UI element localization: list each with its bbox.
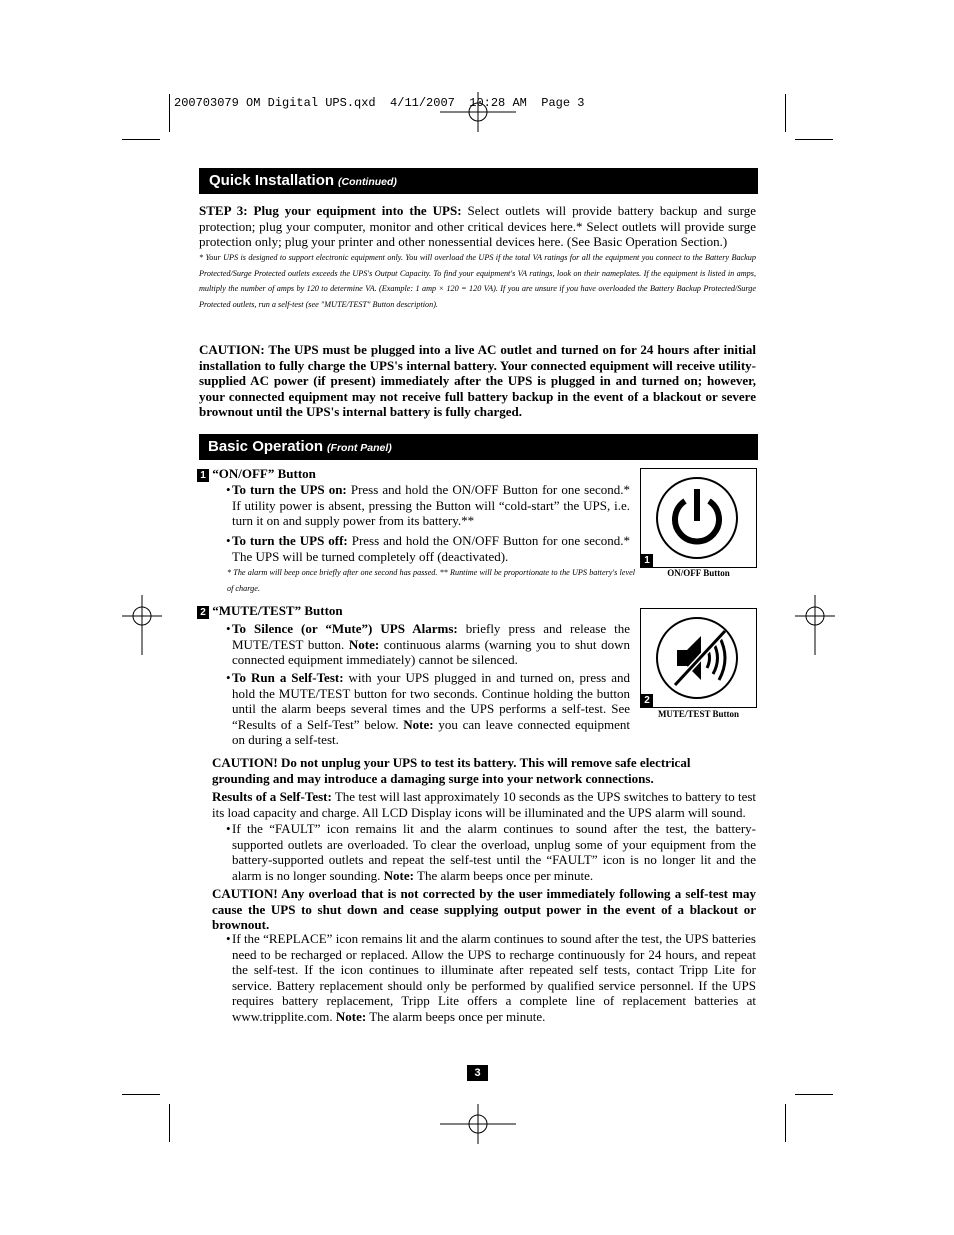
onoff-heading [197, 466, 316, 482]
speaker-mute-icon [641, 609, 756, 707]
section-title: Basic Operation [208, 438, 324, 455]
step3-paragraph [199, 203, 756, 250]
mute-test-heading-text: “MUTE/TEST” Button [212, 603, 343, 618]
bullet-text: If the “FAULT” icon remains lit and the alarm continues to sound after the test, the battery-supported outlets are overloaded. To clear the overload, unplug some of your equipment from the battery-supported outlets and repeat the self-test until the “FAULT” icon is no longer lit and the alarm is no longer sounding. [232, 821, 756, 883]
install-footnote: * Your UPS is designed to support electronic equipment only. You will overload the UPS if the total VA ratings for all the equipment you connect to the Battery Backup Protected/Surge Protected outlets exceeds the UPS's Output Capacity. To find your equipment's VA ratings, look on their nameplates. If the equipment is listed in amps, multiply the number of amps by 120 to determine VA. (Example: 1 amp × 120 = 120 VA). If you are unsure if you have overloaded the Battery Backup Protected/Surge Protected outlets, run a self-test (see "MUTE/TEST" Button description). [199, 253, 756, 309]
bullet-label: To turn the UPS off: [232, 533, 348, 548]
bullet-text: you can leave connected equipment on during a self-test. [232, 716, 631, 748]
bullet-text: If the “REPLACE” icon remains lit and the alarm continues to sound after the test, the UPS batteries need to be recharged or replaced. Allow the UPS to recharge continuously for 24 hours, and repeat the self-test. If the icon continues to illuminate after repeated self tests, contact Tripp Lite for service. Battery replacement should only be performed by qualified service personnel. If the UPS requires battery replacement, Tripp Lite offers a complete line of replacement batteries at www.tripplite.com. [232, 931, 756, 1024]
step3-label: STEP 3: Plug your equipment into the UPS: [199, 203, 462, 218]
item-number-badge: 2 [197, 606, 209, 619]
section-title: Quick Installation [209, 172, 335, 189]
mute-test-figure [640, 608, 757, 708]
onoff-bullet-on: • To turn the UPS on: Press and hold the ON/OFF Button for one second.* If utility power is absent, pressing the Button will “cold-start” the UPS, i.e. turn it on and supply power from its battery.** [226, 482, 631, 529]
mute-test-heading [197, 603, 343, 619]
section-subtitle: (Continued) [338, 176, 397, 188]
onoff-bullet-off: • To turn the UPS off: Press and hold the ON/OFF Button for one second.* The UPS will be turned completely off (deactivated). [226, 533, 630, 564]
note-label: Note: [403, 716, 434, 732]
registration-mark-bottom [440, 1104, 516, 1144]
bullet-text: continuous alarms (warning you to shut down connected equipment immediately) cannot be silenced. [232, 636, 630, 668]
selftest-bullet: • To Run a Self-Test: with your UPS plugged in and turned on, press and hold the MUTE/TEST button for two seconds. Continue holding the button until the alarm beeps several times and the UPS performs a self-test. See “Results of a Self-Test” below. Note: you can leave connected equipment on during a self-test. [226, 670, 631, 748]
bullet-label: To Run a Self-Test: [232, 670, 344, 685]
registration-mark-left [122, 595, 162, 655]
bullet-text: The alarm beeps once per minute. [366, 1008, 546, 1024]
registration-mark-right [795, 595, 835, 655]
mute-test-figure-caption: MUTE/TEST Button [657, 709, 740, 719]
mute-bullet: • To Silence (or “Mute”) UPS Alarms: briefly press and release the MUTE/TEST button. Note: continuous alarms (warning you to shut down connected equipment immediately) cannot be silenced. [226, 621, 630, 668]
figure-number-badge: 2 [641, 694, 653, 707]
bullet-label: To Silence (or “Mute”) UPS Alarms: [232, 621, 458, 636]
note-label: Note: [335, 1008, 367, 1024]
bullet-label: To turn the UPS on: [232, 482, 347, 497]
section-subtitle: (Front Panel) [327, 442, 392, 454]
basic-operation-header [199, 434, 758, 460]
results-text: The test will last approximately 10 seconds as the UPS switches to battery to test its load capacity and charge. All LCD Display icons will be illuminated and the UPS alarm will sound. [212, 789, 757, 820]
slug-line: 200703079 OM Digital UPS.qxd 4/11/2007 10:28 AM Page 3 [174, 96, 585, 110]
registration-mark-top [440, 92, 516, 132]
overload-caution: CAUTION! Any overload that is not corrected by the user immediately following a self-test may cause the UPS to shut down and cease supplying output power in the event of a blackout or brownout. [212, 886, 756, 933]
power-icon [641, 469, 756, 567]
note-label: Note: [348, 636, 380, 652]
step3-text: Select outlets will provide battery backup and surge protection; plug your computer, monitor and other critical devices here.* Select outlets will provide surge protection only; plug your printer and other nonessential devices here. (See Basic Operation Section.) [199, 203, 756, 250]
results-paragraph [212, 789, 756, 820]
install-caution: CAUTION: The UPS must be plugged into a live AC outlet and turned on for 24 hours after initial installation to fully charge the UPS's internal battery. Your connected equipment will receive utility-supplied AC power (if present) immediately after the UPS is plugged in and turned on; however, your connected equipment may not receive full battery backup in the event of a blackout or severe brownout until the UPS's internal battery is fully charged. [199, 342, 756, 420]
bullet-text: Press and hold the ON/OFF Button for one second.* The UPS will be turned completely off (deactivated). [232, 533, 630, 564]
bullet-text: briefly press and release the MUTE/TEST button. [232, 621, 630, 652]
bullet-text: with your UPS plugged in and turned on, press and hold the MUTE/TEST button for two seconds. Continue holding the button until the alarm beeps several times and the UPS performs a self-test. See “Results of a Self-Test” below. [232, 670, 630, 732]
onoff-figure [640, 468, 757, 568]
onoff-footnote: * The alarm will beep once briefly after one second has passed. ** Runtime will be proportionate to the UPS battery's level of charge. [227, 568, 635, 593]
results-label: Results of a Self-Test: [212, 789, 332, 804]
fault-bullet: • If the “FAULT” icon remains lit and the alarm continues to sound after the test, the battery-supported outlets are overloaded. To clear the overload, unplug some of your equipment from the battery-supported outlets and repeat the self-test until the “FAULT” icon is no longer lit and the alarm is no longer sounding. Note: The alarm beeps once per minute. [226, 821, 756, 883]
onoff-heading-text: “ON/OFF” Button [212, 466, 316, 481]
unplug-caution: CAUTION! Do not unplug your UPS to test its battery. This will remove safe electrical grounding and may introduce a damaging surge into your network connections. [212, 755, 691, 786]
onoff-figure-caption: ON/OFF Button [667, 568, 730, 578]
figure-number-badge: 1 [641, 554, 653, 567]
replace-bullet: • If the “REPLACE” icon remains lit and the alarm continues to sound after the test, the UPS batteries need to be recharged or replaced. Allow the UPS to recharge continuously for 24 hours, and repeat the self-test. If the icon continues to illuminate after repeated self tests, contact Tripp Lite for service. Battery replacement should only be performed by qualified service personnel. If the UPS requires battery replacement, Tripp Lite offers a complete line of replacement batteries at www.tripplite.com. Note: The alarm beeps once per minute. [226, 931, 756, 1024]
item-number-badge: 1 [197, 469, 209, 482]
note-label: Note: [383, 867, 414, 883]
quick-installation-header [199, 168, 758, 194]
page-number: 3 [467, 1065, 488, 1081]
bullet-text: The alarm beeps once per minute. [413, 867, 594, 883]
bullet-text: Press and hold the ON/OFF Button for one second.* If utility power is absent, pressing the Button will “cold-start” the UPS, i.e. turn it on and supply power from its battery.** [232, 482, 631, 529]
